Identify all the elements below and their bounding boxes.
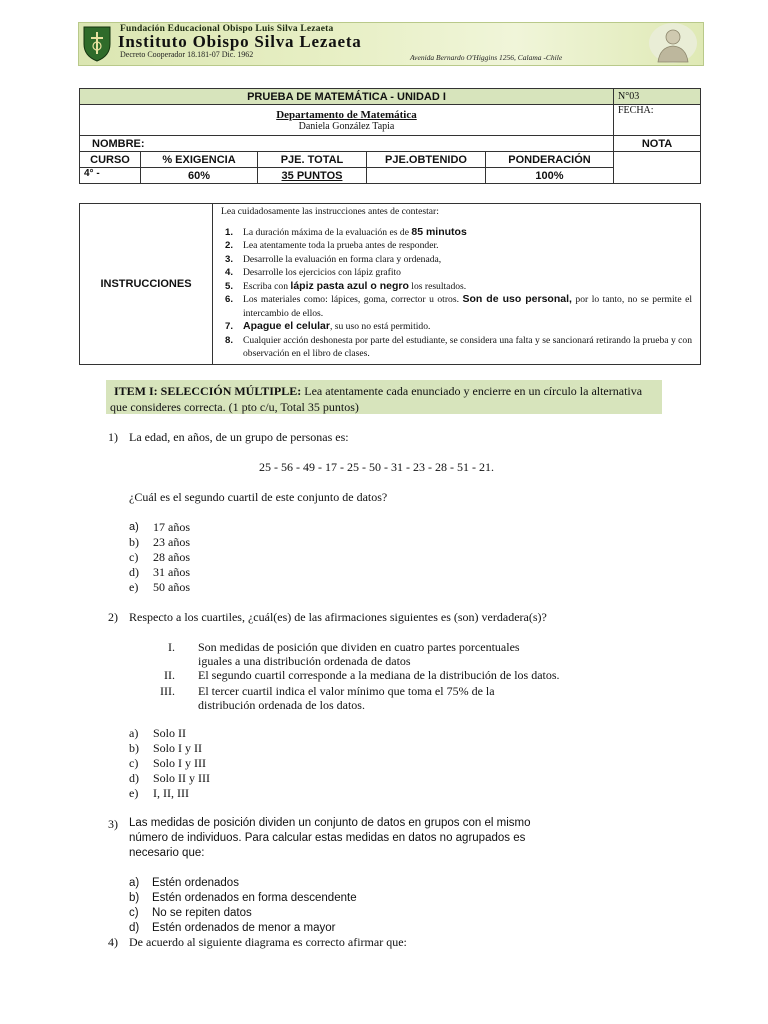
question-1-data: 25 - 56 - 49 - 17 - 25 - 50 - 31 - 23 - 28 - 51 - 21. — [259, 460, 494, 474]
statement-1-line-1: Son medidas de posición que dividen en cuatro partes porcentuales — [198, 640, 520, 654]
q3-option-d-letter: d) — [129, 922, 140, 934]
q1-option-e[interactable]: 50 años — [153, 580, 190, 594]
question-1-number: 1) — [108, 430, 118, 444]
requirement-value: 60% — [141, 168, 258, 184]
question-1-text: La edad, en años, de un grupo de personas es: — [129, 430, 349, 444]
exam-number: N°03 — [614, 89, 701, 105]
item-one-heading — [106, 380, 662, 414]
q1-option-a-letter: a) — [129, 521, 139, 533]
header-requirement: % EXIGENCIA — [141, 152, 258, 168]
q3-option-a-letter: a) — [129, 877, 140, 889]
q3-option-c-letter: c) — [129, 907, 139, 919]
q2-option-a[interactable]: Solo II — [153, 726, 186, 740]
header-obtained-score: PJE.OBTENIDO — [367, 152, 486, 168]
question-4-number: 4) — [108, 935, 118, 949]
question-1-prompt: ¿Cuál es el segundo cuartil de este conjunto de datos? — [129, 490, 388, 504]
institute-address: Avenida Bernardo O'Higgins 1256, Calama -Chile — [410, 53, 563, 62]
q2-option-d-letter: d) — [129, 771, 139, 785]
q1-option-c[interactable]: 28 años — [153, 550, 190, 564]
question-3-line-2: número de individuos. Para calcular estas medidas en datos no agrupados es — [129, 832, 526, 844]
exam-info-table — [79, 88, 701, 184]
q3-option-b[interactable]: Estén ordenados en forma descendente — [152, 892, 357, 904]
instruction-item: 3. Desarrolle la evaluación en forma clara y ordenada, — [225, 253, 442, 265]
q1-option-d[interactable]: 31 años — [153, 565, 190, 579]
q2-option-e-letter: e) — [129, 786, 139, 800]
instruction-item: 8. Cualquier acción deshonesta por parte del estudiante, se considera una falta y se sancionará retirando la prueba y con observación en el libro de clases. — [225, 334, 692, 359]
foundation-name: Fundación Educacional Obispo Luis Silva Lezaeta — [120, 24, 334, 34]
q2-option-b[interactable]: Solo I y II — [153, 741, 202, 755]
q3-option-c[interactable]: No se repiten datos — [152, 907, 252, 919]
q3-option-b-letter: b) — [129, 892, 140, 904]
date-field[interactable]: FECHA: — [614, 105, 701, 136]
instructions-table — [79, 203, 701, 365]
q2-option-b-letter: b) — [129, 741, 139, 755]
q2-option-c-letter: c) — [129, 756, 139, 770]
statement-3-line-2: distribución ordenada de los datos. — [198, 698, 365, 712]
q1-option-e-letter: e) — [129, 580, 139, 594]
instructions-intro: Lea cuidadosamente las instrucciones antes de contestar: — [221, 206, 439, 217]
instruction-item: 1. La duración máxima de la evaluación es de 85 minutos — [225, 225, 467, 238]
q1-option-c-letter: c) — [129, 550, 139, 564]
q3-option-a[interactable]: Estén ordenados — [152, 877, 239, 889]
instruction-item: 2. Lea atentamente toda la prueba antes de responder. — [225, 240, 439, 251]
total-score-value: 35 PUNTOS — [258, 168, 367, 184]
bishop-portrait-icon — [648, 22, 698, 64]
q1-option-b[interactable]: 23 años — [153, 535, 190, 549]
grade-box[interactable] — [614, 152, 701, 184]
statement-1-line-2: iguales a una distribución ordenada de datos — [198, 654, 411, 668]
q2-option-a-letter: a) — [129, 726, 139, 740]
q2-option-c[interactable]: Solo I y III — [153, 756, 206, 770]
instructions-label: INSTRUCCIONES — [80, 204, 213, 365]
exam-title: PRUEBA DE MATEMÁTICA - UNIDAD I — [80, 89, 614, 105]
instruction-item: 7. Apague el celular, su uso no está permitido. — [225, 320, 431, 332]
statement-3-numeral: III. — [160, 684, 175, 698]
institute-name: Instituto Obispo Silva Lezaeta — [118, 32, 362, 51]
statement-2-line-1: El segundo cuartil corresponde a la mediana de la distribución de los datos. — [198, 668, 560, 682]
question-2-number: 2) — [108, 610, 118, 624]
instruction-item: 5. Escriba con lápiz pasta azul o negro los resultados. — [225, 279, 467, 292]
q1-option-d-letter: d) — [129, 565, 139, 579]
item-one-text: Lea atentamente cada enunciado y encierre en un círculo la alternativa que consideres correcta. (1 pto c/u, Total 35 puntos) — [110, 384, 643, 414]
question-3-line-1: Las medidas de posición dividen un conjunto de datos en grupos con el mismo — [129, 817, 531, 829]
course-value[interactable]: 4° - — [80, 168, 141, 184]
question-2-text: Respecto a los cuartiles, ¿cuál(es) de las afirmaciones siguientes es (son) verdadera(s)? — [129, 610, 547, 624]
obtained-score-value[interactable] — [367, 168, 486, 184]
grade-label: NOTA — [614, 136, 701, 152]
statement-1-numeral: I. — [168, 640, 175, 654]
instruction-item: 4. Desarrolle los ejercicios con lápiz grafito — [225, 267, 401, 278]
statement-2-numeral: II. — [164, 668, 175, 682]
statement-3-line-1: El tercer cuartil indica el valor mínimo que toma el 75% de la — [198, 684, 495, 698]
question-3-number: 3) — [108, 817, 118, 831]
q2-option-d[interactable]: Solo II y III — [153, 771, 210, 785]
department-cell — [80, 105, 614, 136]
header-total-score: PJE. TOTAL — [258, 152, 367, 168]
question-3-line-3: necesario que: — [129, 847, 205, 859]
item-one-title: ITEM I: SELECCIÓN MÚLTIPLE: — [114, 384, 302, 398]
instruction-item: 6. Los materiales como: lápices, goma, corrector u otros. Son de uso personal, por lo tanto, no se permite el intercambio de ellos. — [225, 293, 693, 319]
instructions-body — [213, 204, 701, 365]
q1-option-a[interactable]: 17 años — [153, 520, 190, 534]
q3-option-d[interactable]: Estén ordenados de menor a mayor — [152, 922, 336, 934]
instructions-list — [221, 226, 692, 361]
q2-option-e[interactable]: I, II, III — [153, 786, 189, 800]
q1-option-b-letter: b) — [129, 535, 139, 549]
department-name: Departamento de Matemática — [276, 108, 417, 121]
header-weighting: PONDERACIÓN — [486, 152, 614, 168]
teacher-name: Daniela González Tapia — [298, 120, 395, 132]
weighting-value: 100% — [486, 168, 614, 184]
school-crest-icon — [82, 24, 112, 62]
header-course: CURSO — [80, 152, 141, 168]
name-field[interactable]: NOMBRE: — [80, 136, 614, 152]
question-4-text: De acuerdo al siguiente diagrama es correcto afirmar que: — [129, 935, 407, 949]
institute-decree: Decreto Cooperador 18.181-07 Dic. 1962 — [120, 50, 254, 59]
